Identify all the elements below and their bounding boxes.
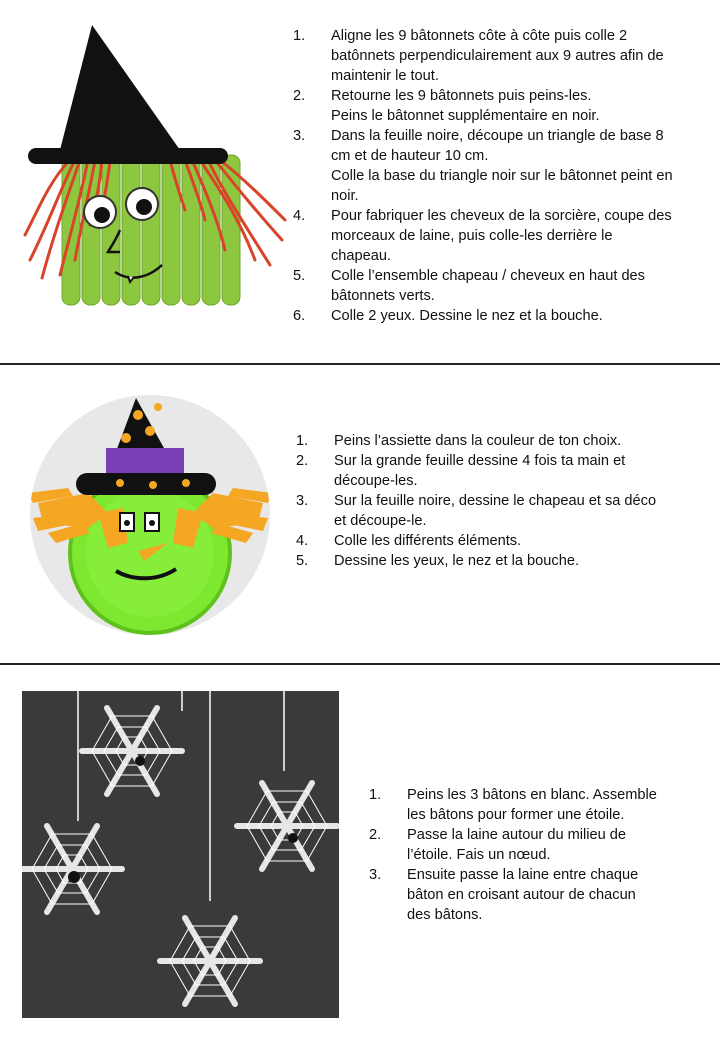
steps-list-3 bbox=[369, 785, 699, 925]
step-2-1: 1. Peins l’assiette dans la couleur de ton choix. bbox=[296, 433, 622, 449]
step-2-3: 3. Sur la feuille noire, dessine le chapeau et sa déco et découpe-le. bbox=[296, 493, 657, 529]
steps-list-2 bbox=[296, 431, 716, 571]
spider-web-image bbox=[22, 691, 339, 1018]
step-1-3: 3. Dans la feuille noire, découpe un triangle de base 8 cm et de hauteur 10 cm. Colle la base du triangle noir sur le bâtonnet peint en noir. bbox=[293, 128, 673, 204]
step-1-1: 1. Aligne les 9 bâtonnets côte à côte puis colle 2 batônnets perpendiculairement aux 9 autres afin de maintenir le tout. bbox=[293, 28, 664, 84]
section-divider-1 bbox=[0, 363, 720, 365]
step-1-6: 6. Colle 2 yeux. Dessine le nez et la bouche. bbox=[293, 308, 603, 324]
section-divider-2 bbox=[0, 663, 720, 665]
witch-plate-image bbox=[28, 393, 272, 637]
step-3-2: 2. Passe la laine autour du milieu de l’étoile. Fais un nœud. bbox=[369, 827, 627, 863]
step-3-1: 1. Peins les 3 bâtons en blanc. Assemble les bâtons pour former une étoile. bbox=[369, 787, 657, 823]
step-2-5: 5. Dessine les yeux, le nez et la bouche. bbox=[296, 553, 579, 569]
steps-list-1 bbox=[293, 26, 713, 326]
step-1-5: 5. Colle l’ensemble chapeau / cheveux en haut des bâtonnets verts. bbox=[293, 268, 645, 304]
step-3-3: 3. Ensuite passe la laine entre chaque bâton en croisant autour de chacun des bâtons. bbox=[369, 867, 639, 923]
step-1-2: 2. Retourne les 9 bâtonnets puis peins-les. Peins le bâtonnet supplémentaire en noir. bbox=[293, 88, 600, 124]
step-2-2: 2. Sur la grande feuille dessine 4 fois ta main et découpe-les. bbox=[296, 453, 626, 489]
step-2-4: 4. Colle les différents éléments. bbox=[296, 533, 522, 549]
step-1-4: 4. Pour fabriquer les cheveux de la sorcière, coupe des morceaux de laine, puis colle-les derrière le chapeau. bbox=[293, 208, 672, 264]
witch-stick-image bbox=[20, 20, 290, 315]
